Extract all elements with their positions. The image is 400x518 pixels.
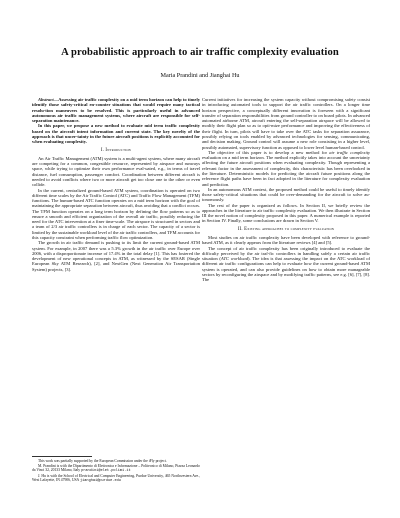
left-column (32, 97, 200, 272)
section-heading-introduction: I. Introduction (100, 148, 132, 154)
footnote-funding: This work was partially supported by the European Commission under the iFly project. (38, 459, 167, 463)
section2-paragraph-2-a: The concept of air traffic complexity has been originally introduced to evaluate the difficulty perceived by the air traf-fic controllers in handling safely a certain air traffic situation ( (202, 245, 370, 262)
paper-authors: Maria Prandini and Jianghai Hu (160, 72, 240, 79)
right-paragraph-4: The rest of the paper is organized as follows. In Section II, we briefly review the approaches in the literature to air traffic complexity evaluation. We then illustrate in Section III the novel notion of complexity proposed in this paper. A numerical example is reported in Section IV. Finally, some conclusions are drawn in Section V. (202, 202, 370, 224)
right-paragraph-1: Current initiatives for increasing the system capacity without compromising safety consist in introducing automated tools to support the air traffic controllers. On a longer time horizon perspective, a conceptually different innovation is foreseen with a significant transfer of separation responsibilities from ground controller to on board pilots. In advanced automated airborne ATM, aircraft entering the self-separation airspace will be allowed to modify their flight plan so as to opti-mize performance and improving the effectiveness of their flight. In turn, pilots will have to take over the ATC tasks for separation assurance, possibly relying on tools enabled by advanced technologies for sensing, communicating, and decision making. Ground control will assume a new role consisting in a higher level, possibly automated, supervisory function as opposed to lower level human-based control. (202, 97, 370, 150)
right-paragraph-2-emphasis: air traffic complexity (329, 149, 370, 155)
footnote-author-1-email[interactable]: prandini@elet.polimi.it (81, 469, 131, 473)
abstract-paragraph-2: In this paper, we propose a new method to evaluate mid term traffic complexity based on the aircraft intent information and current state. The key novelty of the approach is that uncer-tainty in the future aircraft positions is explicitly accounted for when evaluating complexity. (32, 123, 200, 145)
footnote-author-2 (32, 474, 200, 484)
right-paragraph-2-b: evaluation on a mid term horizon. The method explicitly takes into account the uncertainty affecting the future aircraft positions when evaluating complexity. Though representing a relevant factor in the assessment of complexity, this characteristic has been overlooked in the literature. Deterministic models for predicting the aircraft future positions along the reference flight paths have been in fact adopted in the literature for complexity evaluation and prediction. (202, 155, 370, 187)
abstract (32, 97, 200, 123)
right-column (202, 97, 370, 283)
abstract-body: Assessing air traffic complexity on a mid term horizon can help to timely identify those safety-critical en-counter situations that would require many tactical resolu-tion maneuvers to be resolved. This is particularly useful in advanced autonomous air traffic management systems, where aircraft are responsible for self-separation maintenance. (32, 97, 200, 124)
intro-paragraph-3: The growth in air traffic demand is pushing to its limit the current ground-based ATM system. For example, in 2007 there was a 5.3% growth in the air traffic over Europe over 2006, with a disproportionate increase of 17.4% in the total delay [1]. This has fostered the development of new operational concepts in ATM, as witnessed by the SESAR (Single European Sky ATM Research), [2], and NextGen (Next Generation Air Transportation System) projects, [3]. (32, 240, 200, 272)
footnote-author-2-affiliation: J. Hu is with the School of Electrical and Computer Engineering, Purdue University, 465 Northwestern Ave., West Lafayette, IN 47906, USA (32, 473, 200, 482)
section2-paragraph-1: Most studies on air traffic complexity have been developed with reference to ground-based ATM, as it clearly appears from the literature reviews [4] and [5]. (202, 235, 370, 246)
intro-paragraph-1: An Air Traffic Management (ATM) system is a multi-agent system, where many aircraft are competing for a common, congestible resource, represented by airspace and runways space, while trying to optimize their own performance eval-uated, e.g., in terms of travel distance, fuel consumption, passenger comfort. Coordination between different aircraft is needed to avoid conflicts where two or more aircraft get too close one to the other or even collide. (32, 155, 200, 188)
section2-paragraph-2 (202, 246, 370, 283)
right-paragraph-2 (202, 150, 370, 187)
abstract-lead: Abstract— (38, 97, 59, 102)
footnote-author-2-email[interactable]: jianghai@purdue.edu (79, 479, 121, 483)
footnote-rule (32, 456, 92, 457)
right-paragraph-3: In an autonomous ATM context, the proposed method could be useful to timely identify those safety-critical situations that could be over-demanding for the aircraft to solve au-tonomously. (202, 186, 370, 203)
footnote-author-1-affiliation: M. Prandini is with the Dipartimento di Elettronica e Informazione – Politecnico di Milano, Piazza Leonardo da Vinci 32, 20133 Milano, Italy (32, 463, 200, 472)
footnotes (32, 459, 200, 484)
section2-paragraph-2-b: ). The idea is that assessing the impact on the ATC workload of different air traffic configurations can help to evaluate how the current ground-based ATM system is operated, and can also provide guidelines on how to obtain more manageable sectors by reconfiguring the airspace and by modifying traffic patterns, see e.g. [6], [7], [8]. The (202, 256, 370, 283)
right-paragraph-2-a: The objective of this paper is to develop a new method for (208, 149, 330, 155)
footnote-author-1 (32, 464, 200, 474)
section2-paragraph-2-emphasis: ATC workload (220, 256, 248, 262)
paper-title: A probabilistic approach to air traffic complexity evaluation (61, 47, 339, 58)
intro-paragraph-2: In the current, centralized ground-based ATM system, coordination is operated on two different time scales by the Air Traffic Control (ATC) and Traffic Flow Management (TFM) functions. The human-based ATC function operates on a mid term horizon with the goal of maintaining the appropriate separation between aircraft, thus avoiding that a conflict occurs. The TFM function operates on a long term horizon by defining the flow patterns so as to ensure a smooth and efficient organization of the overall air traffic, possibly reducing the need for the ATC intervention at a finer time-scale. The airspace is structured in sectors and a team of 2/3 air traffic controllers is in charge of each sector. The capacity of a sector is limited by the sustainable workload level of the air traffic controllers, and TFM accounts for this capacity constraint when performing traffic flow optimization. (32, 187, 200, 241)
section-heading-existing-approaches: II. Existing approaches to complexity evaluation (237, 227, 335, 233)
